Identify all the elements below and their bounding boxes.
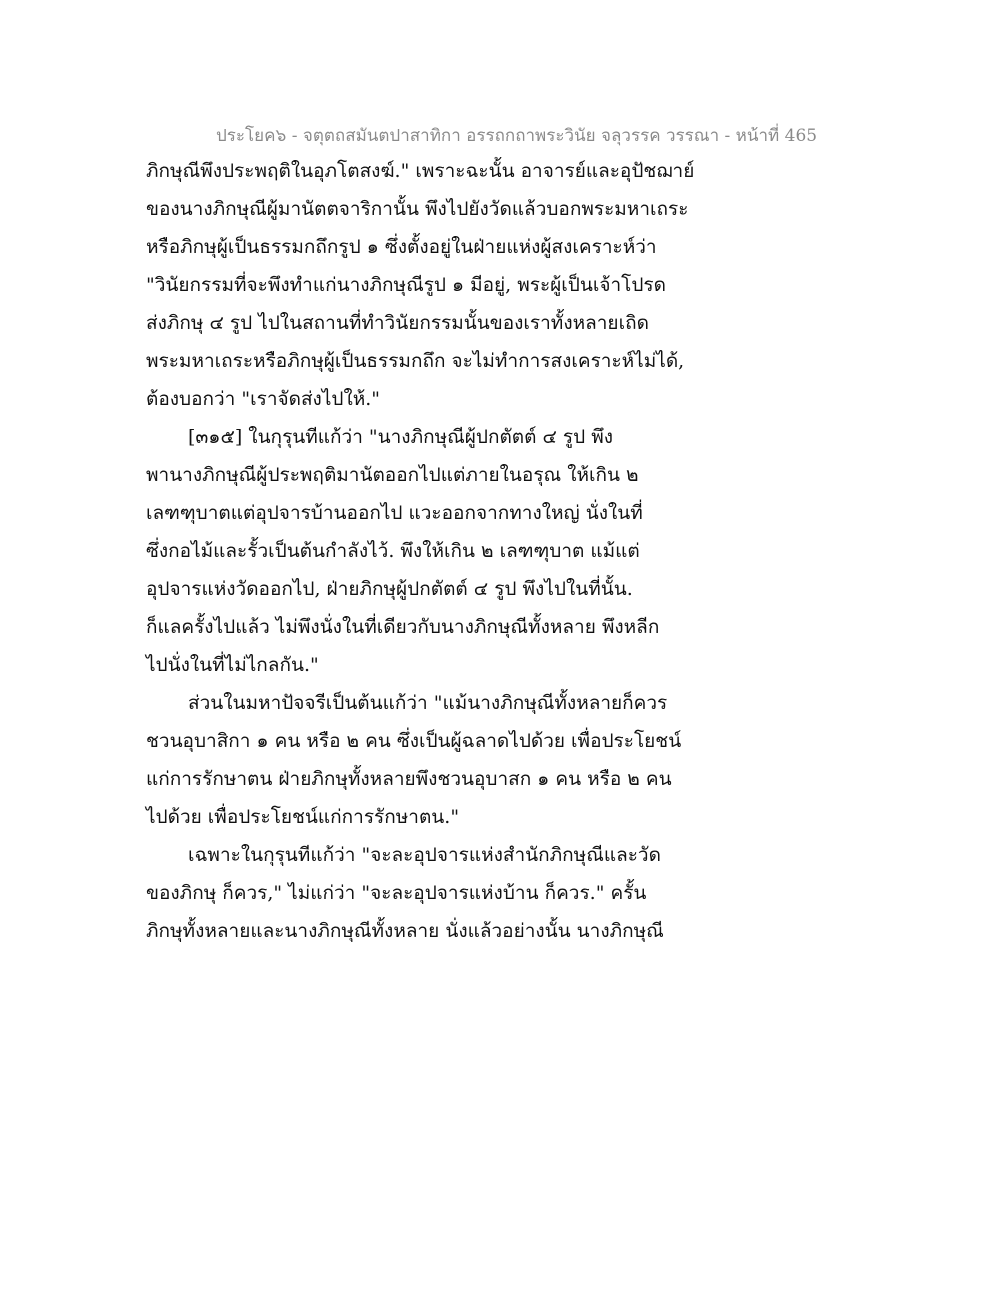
text-line: ไปด้วย เพื่อประโยชน์แก่การรักษาตน." <box>146 806 460 828</box>
text-line: หรือภิกษุผู้เป็นธรรมกถึกรูป ๑ ซึ่งตั้งอยู่ในฝ่ายแห่งผู้สงเคราะห์ว่า <box>146 236 657 258</box>
text-line: ชวนอุบาสิกา ๑ คน หรือ ๒ คน ซึ่งเป็นผู้ฉลาดไปด้วย เพื่อประโยชน์ <box>146 730 682 752</box>
text-line: แก่การรักษาตน ฝ่ายภิกษุทั้งหลายพึงชวนอุบาสก ๑ คน หรือ ๒ คน <box>146 768 672 790</box>
text-line: ของภิกษุ ก็ควร," ไม่แก่ว่า "จะละอุปจารแห่งบ้าน ก็ควร." ครั้น <box>146 882 647 904</box>
text-line: อุปจารแห่งวัดออกไป, ฝ่ายภิกษุผู้ปกตัตต์ ๔ รูป พึงไปในที่นั้น. <box>146 578 633 600</box>
text-line: [๓๑๕] ในกุรุนทีแก้ว่า "นางภิกษุณีผู้ปกตัตต์ ๔ รูป พึง <box>188 426 614 448</box>
text-line: ส่วนในมหาปัจจรีเป็นต้นแก้ว่า "แม้นางภิกษุณีทั้งหลายก็ควร <box>188 692 668 714</box>
text-line: ก็แลครั้งไปแล้ว ไม่พึงนั่งในที่เดียวกับนางภิกษุณีทั้งหลาย พึงหลีก <box>146 616 660 638</box>
body-text <box>146 152 746 950</box>
text-line: ภิกษุณีพึงประพฤติในอุภโตสงฆ์." เพราะฉะนั้น อาจารย์และอุปัชฌาย์ <box>146 160 695 182</box>
text-line: พานางภิกษุณีผู้ประพฤติมานัตออกไปแต่ภายในอรุณ ให้เกิน ๒ <box>146 464 639 486</box>
text-line: ไปนั่งในที่ไม่ไกลกัน." <box>146 654 319 676</box>
text-line: "วินัยกรรมที่จะพึงทำแก่นางภิกษุณีรูป ๑ มีอยู่, พระผู้เป็นเจ้าโปรด <box>146 274 666 296</box>
text-line: ภิกษุทั้งหลายและนางภิกษุณีทั้งหลาย นั่งแล้วอย่างนั้น นางภิกษุณี <box>146 920 664 942</box>
page-header: ประโยค๖ - จตุตถสมันตปาสาทิกา อรรถกถาพระวินัย จลุวรรค วรรณา - หน้าที่ 465 <box>216 126 818 146</box>
text-line: ซึ่งกอไม้และรั้วเป็นต้นกำลังไว้. พึงให้เกิน ๒ เลฑฑุบาต แม้แต่ <box>146 540 640 562</box>
text-line: เลฑฑุบาตแต่อุปจารบ้านออกไป แวะออกจากทางใหญ่ นั่งในที่ <box>146 502 643 524</box>
text-line: ส่งภิกษุ ๔ รูป ไปในสถานที่ทำวินัยกรรมนั้นของเราทั้งหลายเถิด <box>146 312 649 334</box>
text-line: พระมหาเถระหรือภิกษุผู้เป็นธรรมกถึก จะไม่ทำการสงเคราะห์ไม่ได้, <box>146 350 685 372</box>
text-line: เฉพาะในกุรุนทีแก้ว่า "จะละอุปจารแห่งสำนักภิกษุณีและวัด <box>188 844 661 866</box>
text-line: ของนางภิกษุณีผู้มานัตตจาริกานั้น พึงไปยังวัดแล้วบอกพระมหาเถระ <box>146 198 689 220</box>
text-line: ต้องบอกว่า "เราจัดส่งไปให้." <box>146 388 381 410</box>
